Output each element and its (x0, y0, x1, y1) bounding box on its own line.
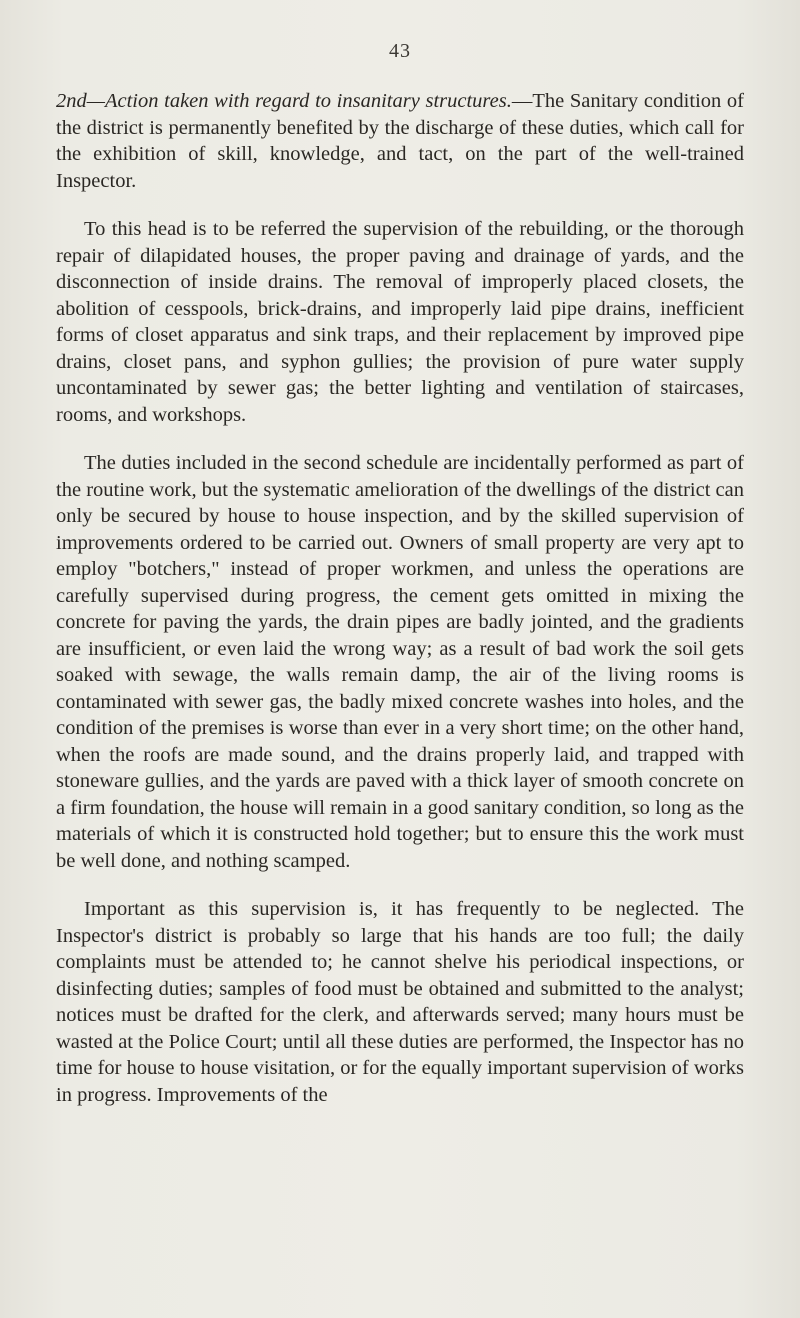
paragraph-action-taken (56, 88, 744, 194)
page-number: 43 (389, 40, 411, 62)
paragraph-text: —The Sanitary condition of the district is permanently benefited by the discharge of these duties, which call for the exhibition of skill, knowledge, and tact, on the part of the well-trained Inspector. (56, 90, 744, 192)
paragraph-neglected: Important as this supervision is, it has frequently to be neglected. The Inspector's district is probably so large that his hands are too full; the daily complaints must be attended to; he cannot shelve his periodical inspections, or disinfecting duties; samples of food must be obtained and submitted to the analyst; notices must be drafted for the clerk, and afterwards served; many hours must be wasted at the Police Court; until all these duties are performed, the Inspector has no time for house to house visitation, or for the equally important supervision of works in progress. Improvements of the (56, 898, 744, 1106)
section-heading: 2nd—Action taken with regard to insanitary structures. (56, 90, 512, 112)
paragraph-second-schedule: The duties included in the second schedule are incidentally performed as part of the routine work, but the systematic amelioration of the dwellings of the district can only be secured by house to house inspection, and by the skilled supervision of improvements ordered to be carried out. Owners of small property are very apt to employ "botchers," instead of proper workmen, and unless the operations are carefully supervised during progress, the cement gets omitted in mixing the concrete for paving the yards, the drain pipes are badly jointed, and the gradients are insufficient, or even laid the wrong way; as a result of bad work the soil gets soaked with sewage, the walls remain damp, the air of the living rooms is contaminated with sewer gas, the badly mixed concrete washes into holes, and the condition of the premises is worse than ever in a very short time; on the other hand, when the roofs are made sound, and the drains properly laid, and trapped with stoneware gullies, and the yards are paved with a thick layer of smooth concrete on a firm foundation, the house will remain in a good sanitary condition, so long as the materials of which it is constructed hold together; but to ensure this the work must be well done, and nothing scamped. (56, 452, 744, 872)
page-body (56, 88, 744, 1130)
paragraph-supervision: To this head is to be referred the supervision of the rebuilding, or the thorough repair of dilapidated houses, the proper paving and drainage of yards, and the disconnection of inside drains. The removal of improperly placed closets, the abolition of cesspools, brick-drains, and improperly laid pipe drains, inefficient forms of closet apparatus and sink traps, and their replacement by improved pipe drains, closet pans, and syphon gullies; the provision of pure water supply uncontaminated by sewer gas; the better lighting and ventilation of staircases, rooms, and workshops. (56, 218, 744, 426)
